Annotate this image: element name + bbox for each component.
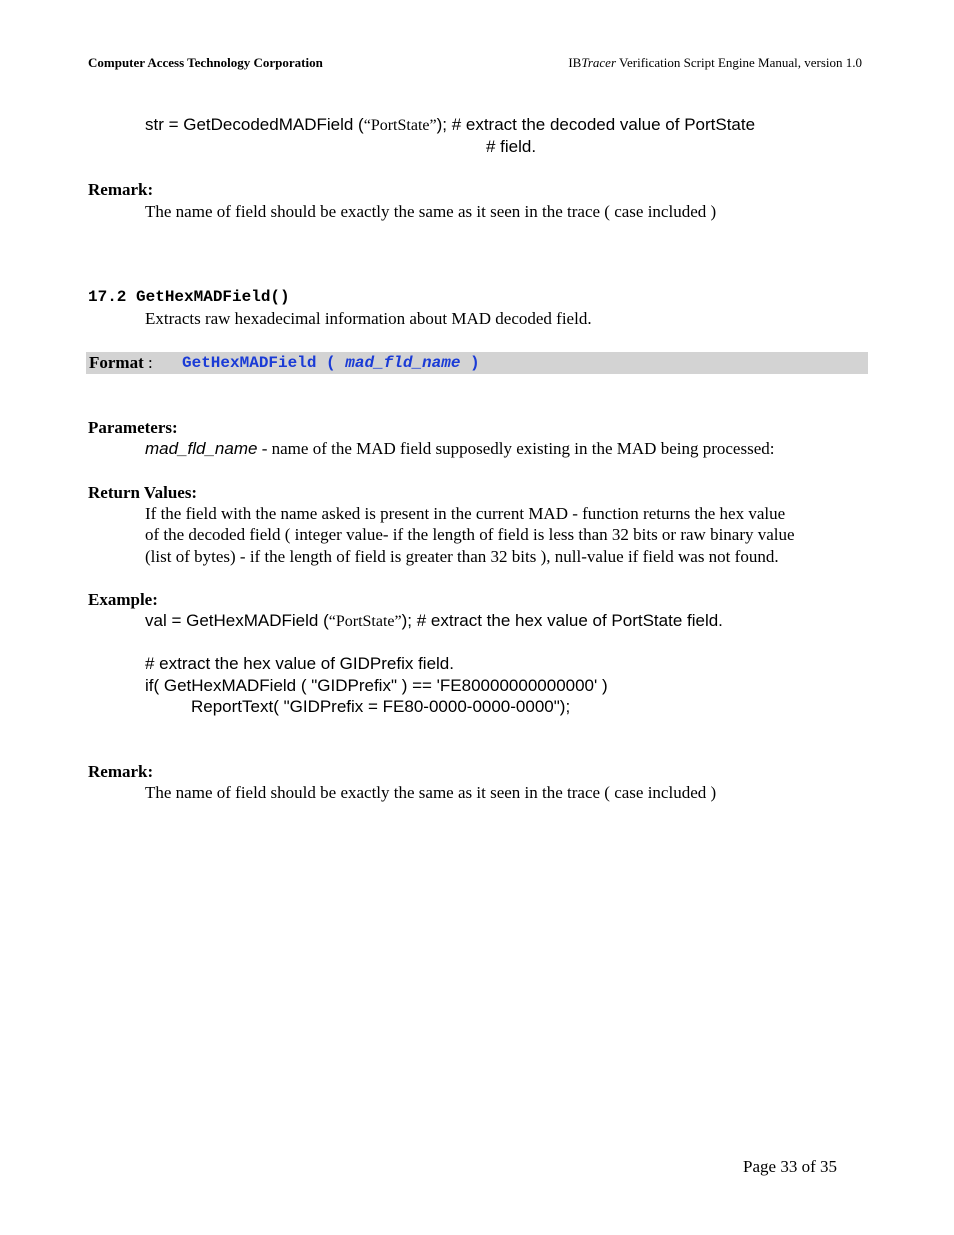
format-colon: : (143, 353, 153, 372)
return-values-line-2: of the decoded field ( integer value- if the length of field is less than 32 bits or raw binary value (145, 525, 795, 544)
parameter-description: name of the MAD field supposedly existing in the MAD being processed: (271, 439, 775, 458)
code-text: str = GetDecodedMADField ( (145, 115, 364, 134)
parameter-name: mad_fld_name (145, 439, 258, 458)
example-line-4: ReportText( "GIDPrefix = FE80-0000-0000-0000"); (191, 697, 571, 716)
section-heading: 17.2 GetHexMADField() (88, 288, 290, 306)
remark-label: Remark: (88, 180, 154, 199)
quoted-field-name: “PortState” (363, 117, 437, 134)
header-title-suffix: Verification Script Engine Manual, version 1.0 (616, 55, 862, 70)
parameter-line (145, 439, 774, 459)
code-text: val = GetHexMADField ( (145, 611, 329, 630)
header-company: Computer Access Technology Corporation (88, 55, 323, 70)
page-number: Page 33 of 35 (743, 1157, 837, 1176)
remark-label: Remark: (88, 762, 154, 781)
section-description: Extracts raw hexadecimal information about MAD decoded field. (145, 309, 592, 328)
code-comment: ); # extract the hex value of PortState field. (401, 611, 723, 630)
example-label: Example: (88, 590, 158, 609)
parameters-label: Parameters: (88, 418, 178, 437)
format-close: ) (460, 354, 480, 372)
header-title-italic: Tracer (581, 55, 617, 70)
format-signature (182, 354, 480, 372)
example-line-1 (145, 611, 723, 631)
remark-text: The name of field should be exactly the same as it seen in the trace ( case included ) (145, 783, 717, 802)
quoted-field-name: “PortState” (328, 613, 402, 630)
format-function: GetHexMADField ( (182, 354, 346, 372)
return-values-label: Return Values: (88, 483, 198, 502)
parameter-dash: - (257, 439, 272, 458)
return-values-line-3: (list of bytes) - if the length of field is greater than 32 bits ), null-value if field was not found. (145, 547, 779, 566)
header-title-prefix: IB (568, 55, 582, 70)
top-example-line-1 (145, 115, 755, 135)
top-example-line-2: # field. (486, 137, 537, 156)
remark-text: The name of field should be exactly the same as it seen in the trace ( case included ) (145, 202, 717, 221)
format-param: mad_fld_name (345, 354, 461, 372)
code-comment: ); # extract the decoded value of PortState (436, 115, 756, 134)
format-label-text: Format (89, 353, 144, 372)
header-manual-title (568, 55, 862, 71)
example-line-3: if( GetHexMADField ( "GIDPrefix" ) == 'FE80000000000000' ) (145, 676, 608, 695)
return-values-line-1: If the field with the name asked is present in the current MAD - function returns the hex value (145, 504, 786, 523)
format-label (89, 353, 153, 373)
example-line-2: # extract the hex value of GIDPrefix field. (145, 654, 454, 673)
